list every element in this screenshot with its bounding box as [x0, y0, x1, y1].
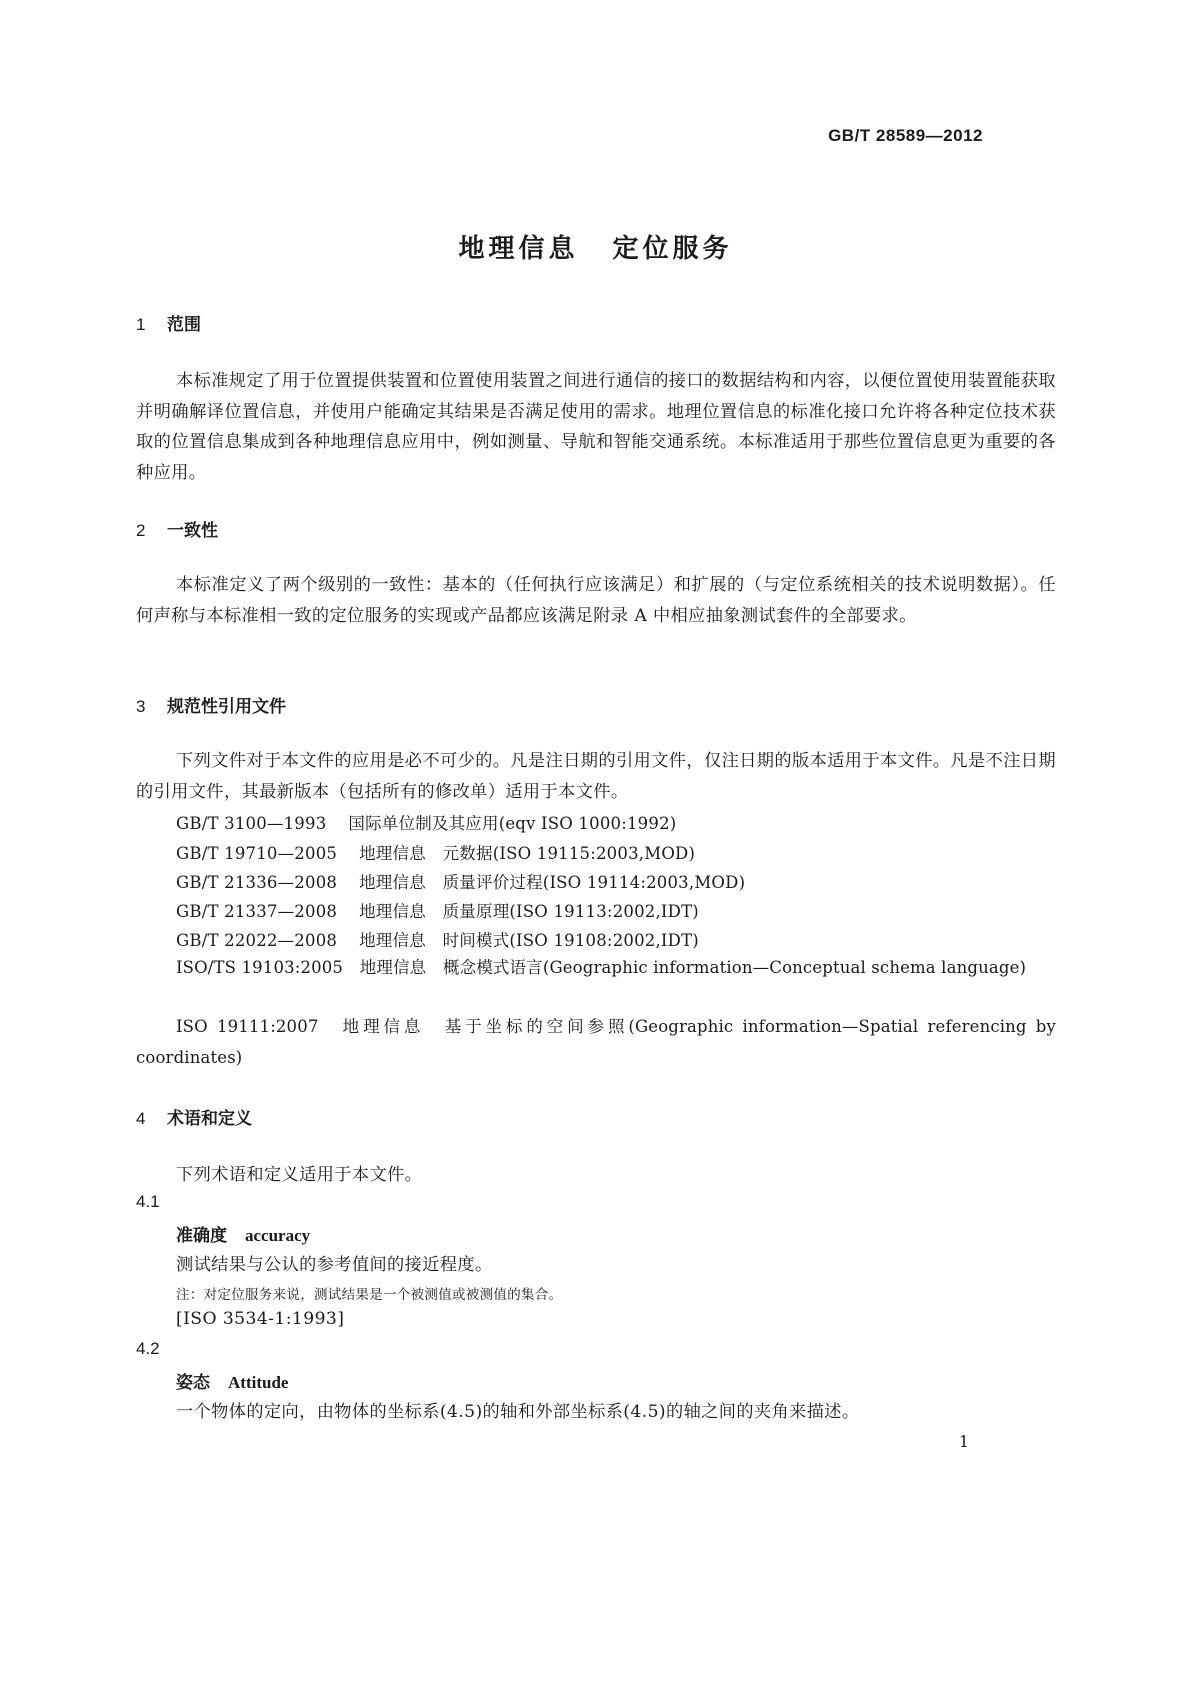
reference-item-long: ISO/TS 19103:2005 地理信息 概念模式语言(Geographic information—Conceptual schema language)	[176, 958, 1027, 977]
section-number: 1	[136, 315, 146, 334]
term-note: 注：对定位服务来说，测试结果是一个被测值或被测值的集合。	[176, 1287, 563, 1303]
title-part-1: 地理信息	[458, 234, 579, 264]
term-chinese: 准确度	[176, 1226, 227, 1246]
section-number: 4	[136, 1109, 146, 1128]
term-chinese: 姿态	[176, 1373, 210, 1393]
standard-number: GB/T 28589—2012	[828, 126, 983, 145]
reference-code: GB/T 21336—2008	[176, 873, 338, 892]
reference-title: 国际单位制及其应用(eqv ISO 1000:1992)	[348, 814, 677, 833]
reference-title: 地理信息 时间模式(ISO 19108:2002,IDT)	[359, 931, 699, 950]
page-number: 1	[958, 1432, 969, 1451]
reference-code: GB/T 3100—1993	[176, 814, 327, 833]
scope-paragraph: 本标准规定了用于位置提供装置和位置使用装置之间进行通信的接口的数据结构和内容，以便位置使用装置能获取并明确解译位置信息，并使用户能确定其结果是否满足使用的需求。地理位置信息的标准化接口允许将各种定位技术获取的位置信息集成到各种地理信息应用中，例如测量、导航和智能交通系统。本标准适用于那些位置信息更为重要的各种应用。	[136, 371, 1056, 483]
term-english: Attitude	[228, 1373, 289, 1392]
references-intro-paragraph: 下列文件对于本文件的应用是必不可少的。凡是注日期的引用文件，仅注日期的版本适用于本文件。凡是不注日期的引用文件，其最新版本（包括所有的修改单）适用于本文件。	[136, 751, 1056, 802]
reference-item	[176, 898, 699, 922]
section-number: 3	[136, 697, 146, 716]
reference-title: 地理信息 质量评价过程(ISO 19114:2003,MOD)	[359, 873, 746, 892]
reference-title: 地理信息 质量原理(ISO 19113:2002,IDT)	[359, 902, 699, 921]
term-name	[176, 1221, 310, 1246]
conformance-paragraph: 本标准定义了两个级别的一致性：基本的（任何执行应该满足）和扩展的（与定位系统相关的技术说明数据）。任何声称与本标准相一致的定位服务的实现或产品都应该满足附录 A 中相应抽象测试套件的全部要求。	[136, 575, 1056, 626]
section-heading-conformance	[136, 516, 218, 541]
reference-item	[176, 869, 745, 893]
term-number: 4.1	[136, 1192, 160, 1211]
section-title: 术语和定义	[167, 1109, 252, 1129]
section-number: 2	[136, 521, 146, 540]
section-title: 规范性引用文件	[167, 697, 286, 717]
section-heading-scope	[136, 310, 201, 335]
reference-item	[176, 927, 699, 951]
term-english: accuracy	[245, 1226, 311, 1245]
section-heading-terms	[136, 1104, 252, 1129]
reference-item-long: ISO 19111:2007 地理信息 基于坐标的空间参照(Geographic information—Spatial referencing by coordinates)	[136, 1017, 1056, 1067]
document-title	[0, 228, 1191, 265]
section-heading-normative-references	[136, 692, 286, 717]
term-name	[176, 1368, 288, 1393]
title-part-2: 定位服务	[612, 234, 733, 264]
terms-intro: 下列术语和定义适用于本文件。	[176, 1165, 423, 1185]
reference-item	[176, 810, 676, 834]
term-number: 4.2	[136, 1339, 160, 1358]
reference-code: GB/T 21337—2008	[176, 902, 338, 921]
term-definition: 一个物体的定向，由物体的坐标系(4.5)的轴和外部坐标系(4.5)的轴之间的夹角来描述。	[176, 1402, 860, 1422]
term-source: [ISO 3534-1:1993]	[176, 1309, 345, 1329]
reference-code: GB/T 22022—2008	[176, 931, 338, 950]
term-definition: 测试结果与公认的参考值间的接近程度。	[176, 1255, 493, 1275]
section-title: 一致性	[167, 521, 218, 541]
reference-code: GB/T 19710—2005	[176, 844, 338, 863]
reference-title: 地理信息 元数据(ISO 19115:2003,MOD)	[359, 844, 696, 863]
section-title: 范围	[167, 315, 201, 335]
reference-item	[176, 840, 695, 864]
